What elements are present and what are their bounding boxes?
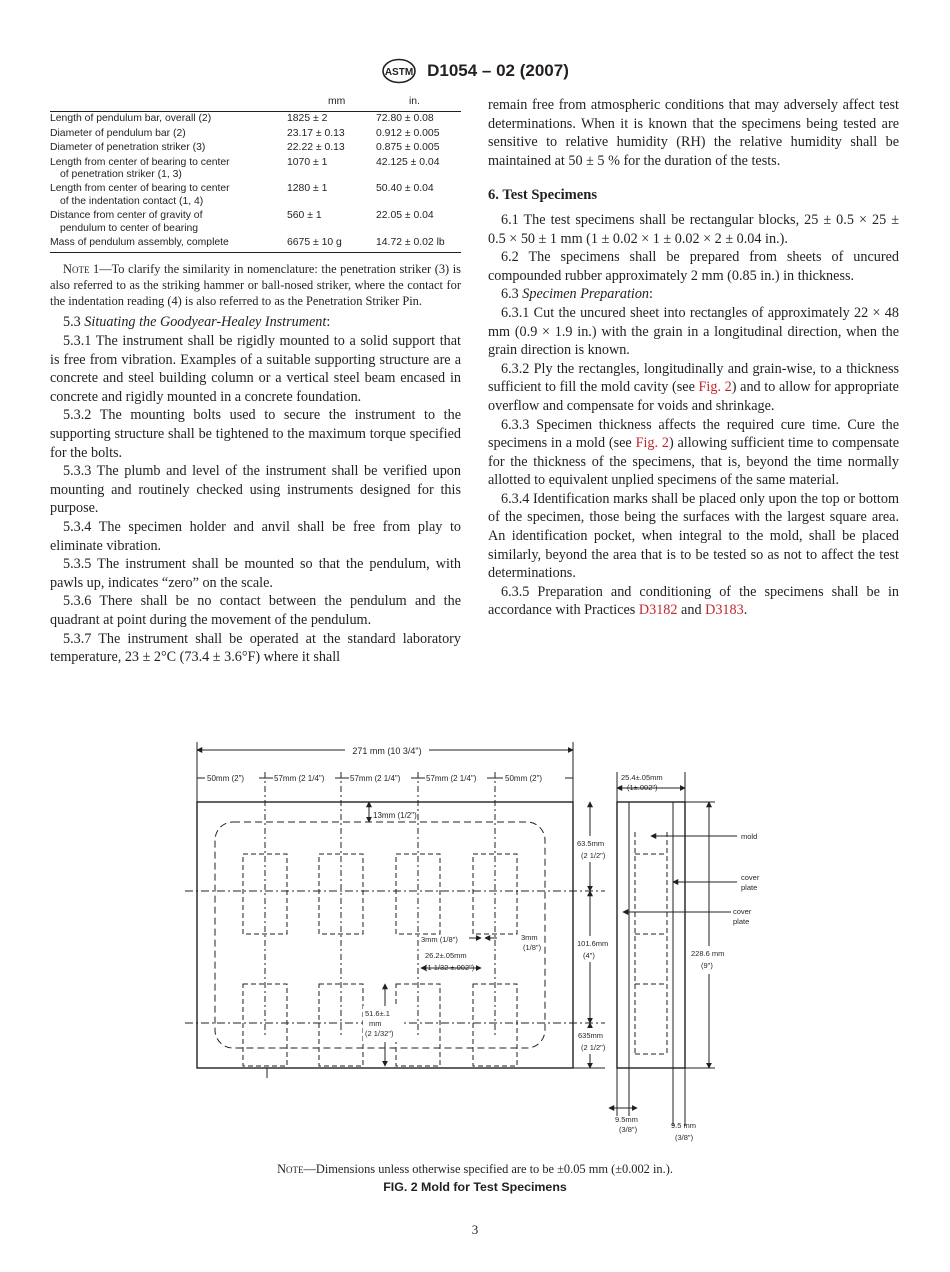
dim-51mm-in: (2 1/32") [365, 1029, 394, 1038]
row-mm: 1280 ± 1 [287, 183, 328, 195]
row-mm: 22.22 ± 0.13 [287, 142, 345, 154]
dim-57mm-2: 57mm (2 1/4") [350, 774, 401, 783]
col-header-mm: mm [284, 96, 373, 112]
row-in: 14.72 ± 0.02 lb [373, 236, 461, 253]
page-header [0, 58, 950, 84]
dim-9mm-left: 9.5mm [615, 1115, 638, 1124]
row-label: Length of pendulum bar, overall (2) [50, 113, 212, 125]
table-row [50, 209, 461, 236]
note-1 [50, 261, 461, 309]
dim-25mm: 25.4±.05mm [621, 773, 663, 782]
row-in: 72.80 ± 0.08 [376, 113, 434, 125]
figure-2-mold-drawing [185, 736, 775, 1151]
dim-3mm-right: 3mm [521, 933, 538, 942]
dim-overall: 271 mm (10 3/4") [352, 746, 422, 756]
dim-3mm-left: 3mm (1/8") [421, 935, 458, 944]
row-in: 0.875 ± 0.005 [376, 142, 440, 154]
dim-13mm: 13mm (1/2") [373, 811, 417, 820]
note-1-text: —To clarify the similarity in nomenclature: the penetration striker (3) is also referred to as the striking hammer or ball-nosed striker, where the contact for the indentation reading (4) is also referred to as the Penetration Striker Pin. [50, 262, 461, 309]
dim-63mm: 63.5mm [577, 839, 605, 848]
page-number: 3 [471, 1222, 479, 1237]
dim-63mm-in: (2 1/2") [581, 851, 606, 860]
label-cover-plate-1: cover [741, 873, 760, 882]
dim-9mm-right: 9.5 mm [671, 1121, 697, 1130]
dim-101mm: 101.6mm [577, 939, 609, 948]
table-row [50, 182, 461, 209]
dim-228mm-in: (9") [701, 961, 713, 970]
astm-logo-icon [381, 58, 417, 84]
label-mold: mold [741, 832, 758, 841]
para-5-3-1: 5.3.1 The instrument shall be rigidly mounted to a solid support that is free from vibration. Examples of a suitable supporting structure are a concrete and steel building column or a vertical steel beam encased in concrete and rigidly mounted in a concrete foundation. [50, 333, 461, 405]
table-row [50, 141, 461, 155]
row-label: Distance from center of gravity of [50, 210, 203, 222]
row-mm: 1070 ± 1 [287, 156, 328, 168]
para-6-3-4: 6.3.4 Identification marks shall be placed only upon the top or bottom of the specimen, those being the surfaces with the largest square area. An identification pocket, when integral to the mold, shall be placed similarly, beyond the area that is to be tested so as not to affect the test determinations. [488, 490, 899, 582]
dim-51mm: 51.6±.1 [365, 1009, 390, 1018]
fig-2-link[interactable]: Fig. 2 [635, 435, 669, 452]
row-mm: 6675 ± 10 g [284, 236, 373, 253]
figure-note: Note—Dimensions unless otherwise specified are to be ±0.05 mm (±0.002 in.). [277, 1162, 673, 1176]
dim-228mm: 228.6 mm [691, 949, 725, 958]
dim-635mm: 635mm [578, 1031, 604, 1040]
row-mm: 560 ± 1 [287, 210, 322, 222]
table-row [50, 127, 461, 141]
row-label: Diameter of penetration striker (3) [50, 142, 206, 154]
para-5-3-4: 5.3.4 The specimen holder and anvil shall be free from play to eliminate vibration. [50, 519, 461, 554]
dim-50mm-right: 50mm (2") [505, 774, 543, 783]
dim-101mm-in: (4") [583, 951, 595, 960]
para-5-3-2: 5.3.2 The mounting bolts used to secure the instrument to the supporting structure shall be tightened to the maximum torque specified for the bolts. [50, 407, 461, 461]
para-6-3-3: 6.3.3 Specimen thickness affects the required cure time. Cure the specimens in a mold (see Fig. 2) allowing sufficient time to compensate for the thickness of the specimens, that is, beyond the time normally allotted to equivalent unplied specimens of the same material. [488, 416, 899, 489]
section-6-3-heading: 6.3 Specimen Preparation: [501, 286, 653, 303]
dim-26mm: 26.2±.05mm [425, 951, 467, 960]
para-5-3-6: 5.3.6 There shall be no contact between the pendulum and the quadrant at point during the movement of the pendulum. [50, 593, 461, 628]
table-row [50, 112, 461, 127]
table-row [50, 236, 461, 253]
row-label: Length from center of bearing to center [50, 183, 230, 195]
dim-25mm-in: (1±.002") [627, 783, 658, 792]
para-5-3-7-cont: remain free from atmospheric conditions that may adversely affect test determinations. When it is known that the specimens being tested are sensitive to relative humidity (RH) the relative humidity shall be maintained at 50 ± 5 % for the duration of the tests. [488, 97, 899, 169]
dim-3mm-right-in: (1/8") [523, 943, 542, 952]
dim-9mm-left-in: (3/8") [619, 1125, 638, 1134]
specimen-cavities-top [243, 854, 517, 934]
dim-50mm-left: 50mm (2") [207, 774, 245, 783]
para-6-3-2: 6.3.2 Ply the rectangles, longitudinally and grain-wise, to a thickness sufficient to fill the mold cavity (see Fig. 2) and to allow for appropriate overflow and compensate for voids and shrinkage. [488, 360, 899, 414]
label-cover-plate-2b: plate [733, 917, 750, 926]
side-view-outline [617, 802, 685, 1068]
logo-text: ASTM [384, 67, 414, 78]
para-6-1: 6.1 The test specimens shall be rectangular blocks, 25 ± 0.5 × 25 ± 0.5 × 50 ± 1 mm (1 ± 0.02 × 1 ± 0.02 × 2 ± 0.04 in.). [488, 211, 899, 247]
row-in: 22.05 ± 0.04 [376, 210, 434, 222]
para-5-3-3: 5.3.3 The plumb and level of the instrument shall be verified upon mounting and routinely checked using instruments designed for this purpose. [50, 463, 461, 517]
para-5-3-5: 5.3.5 The instrument shall be mounted so that the pendulum, with pawls up, indicates “zero” on the scale. [50, 556, 461, 591]
right-column [488, 96, 899, 620]
para-6-3-1: 6.3.1 Cut the uncured sheet into rectangles of approximately 22 × 48 mm (0.9 × 1.9 in.) with the grain in a longitudinal direction, when the grain direction is known. [488, 304, 899, 359]
row-label: Diameter of pendulum bar (2) [50, 127, 186, 139]
col-header-in: in. [373, 96, 461, 112]
para-6-2: 6.2 The specimens shall be prepared from sheets of uncured compounded rubber approximately 2 mm (0.85 in.) in thickness. [488, 249, 899, 284]
pendulum-dimensions-table [50, 96, 461, 253]
dim-57mm-1: 57mm (2 1/4") [274, 774, 325, 783]
note-1-label: Note 1 [63, 262, 100, 277]
d3182-link[interactable]: D3182 [638, 602, 678, 619]
row-label-cont: pendulum to center of bearing [60, 222, 199, 234]
row-label-cont: of the indentation contact (1, 4) [60, 195, 204, 207]
para-6-3-5: 6.3.5 Preparation and conditioning of the specimens shall be in accordance with Practices D3182 and D3183. [488, 583, 899, 619]
dim-9mm-right-in: (3/8") [675, 1133, 694, 1142]
label-cover-plate-1b: plate [741, 883, 758, 892]
dim-635mm-in: (2 1/2") [581, 1043, 606, 1052]
label-cover-plate-2: cover [733, 907, 752, 916]
fig-2-link[interactable]: Fig. 2 [698, 379, 732, 396]
row-mm: 23.17 ± 0.13 [287, 127, 345, 139]
para-5-3-7: 5.3.7 The instrument shall be operated at the standard laboratory temperature, 23 ± 2°C (73.4 ± 3.6°F) where it shall [50, 630, 461, 666]
row-label-cont: of penetration striker (1, 3) [60, 169, 182, 181]
section-6-heading: 6. Test Specimens [488, 187, 598, 204]
col-header-label [50, 96, 284, 112]
standard-designation: D1054 – 02 (2007) [427, 61, 569, 80]
row-label: Length from center of bearing to center [50, 156, 230, 168]
section-5-3-heading: 5.3 Situating the Goodyear-Healey Instrument: [63, 314, 331, 331]
dim-57mm-3: 57mm (2 1/4") [426, 774, 477, 783]
row-mm: 1825 ± 2 [287, 113, 328, 125]
row-in: 0.912 ± 0.005 [376, 127, 440, 139]
row-in: 42.125 ± 0.04 [376, 156, 440, 168]
dim-51mm-unit: mm [369, 1019, 382, 1028]
figure-caption: FIG. 2 Mold for Test Specimens [383, 1180, 567, 1194]
row-label: Mass of pendulum assembly, complete [50, 237, 229, 249]
left-column [50, 96, 461, 667]
table-row [50, 156, 461, 183]
row-in: 50.40 ± 0.04 [376, 183, 434, 195]
dim-26mm-in: (1 1/32 ±.002") [425, 963, 475, 972]
d3183-link[interactable]: D3183 [705, 602, 744, 619]
